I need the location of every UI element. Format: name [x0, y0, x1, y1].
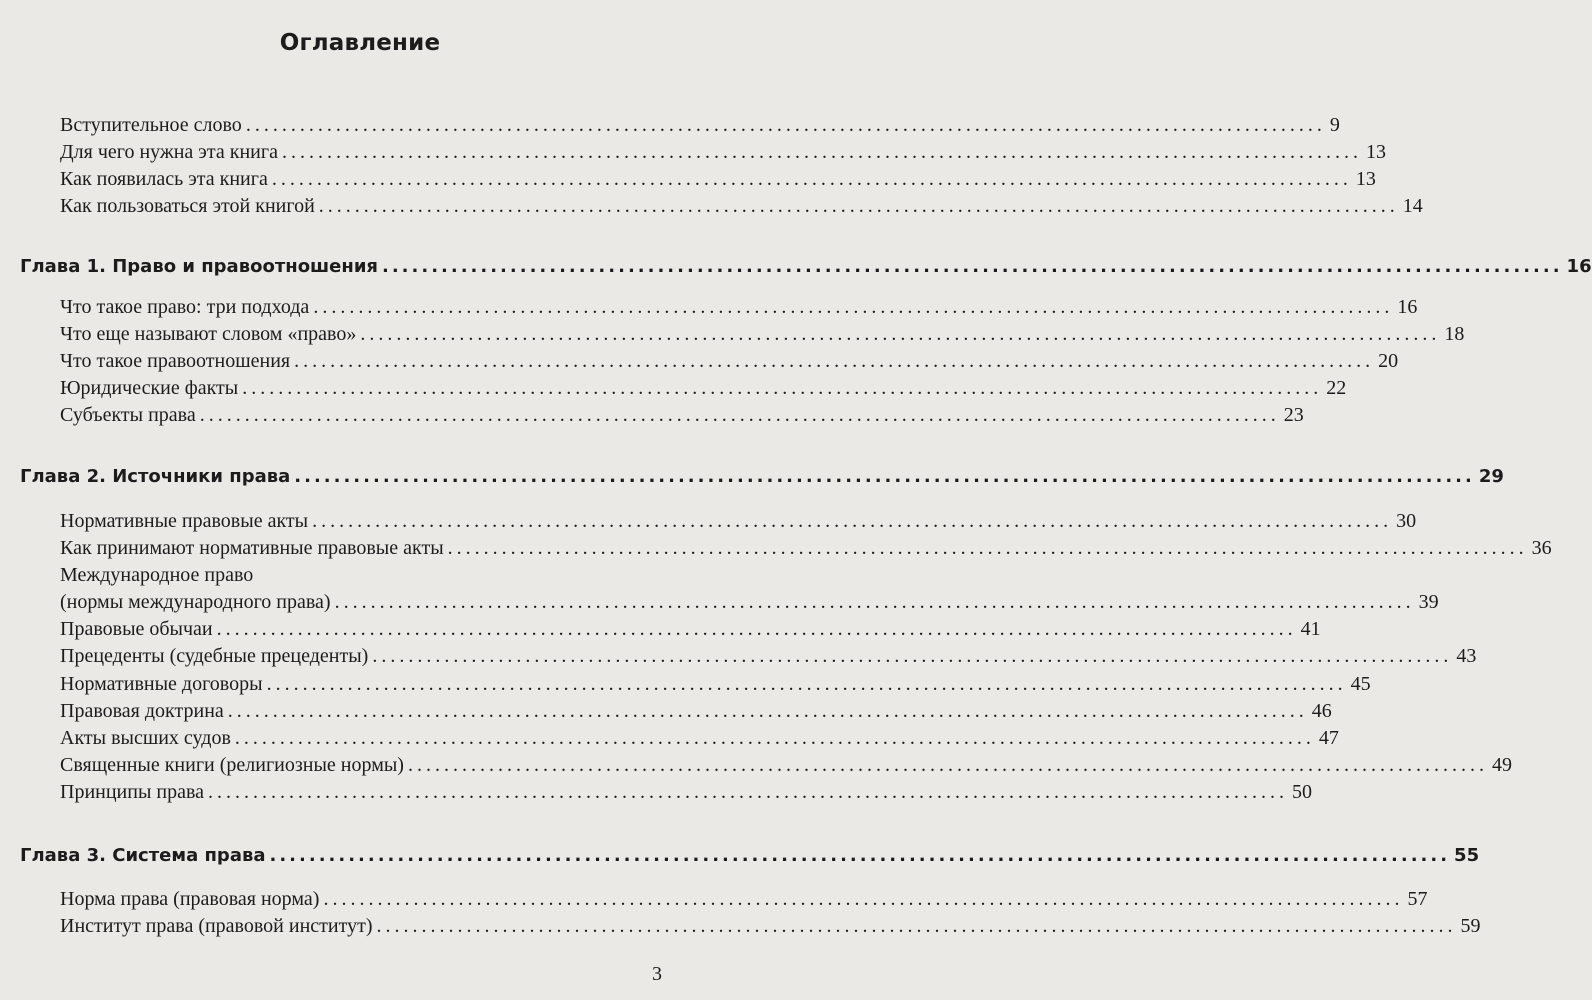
- toc-entry-label: Институт права (правовой институт): [60, 915, 373, 937]
- toc-entry-label: Как появилась эта книга: [60, 168, 268, 190]
- toc-entry-label: Правовые обычаи: [60, 618, 213, 640]
- toc-entry-label: Для чего нужна эта книга: [60, 141, 278, 163]
- dot-leader: ........................................................................................................................: [334, 591, 1415, 613]
- toc-entry: [60, 915, 1481, 938]
- toc-entry-label: Акты высших судов: [60, 727, 231, 749]
- dot-leader: ........................................................................................................................: [208, 781, 1289, 803]
- dot-leader: ........................................................................................................................: [281, 141, 1362, 163]
- toc-entry: [60, 537, 1552, 560]
- toc-entry-label: Священные книги (религиозные нормы): [60, 754, 404, 776]
- toc-entry-label: Правовая доктрина: [60, 700, 224, 722]
- toc-entry: [60, 114, 1340, 137]
- dot-leader: ........................................................................................................................: [245, 114, 1326, 136]
- toc-entry-page: 16: [1397, 296, 1418, 318]
- toc-entry-page: 43: [1456, 645, 1477, 667]
- toc-entry: [60, 168, 1376, 191]
- page-title: Оглавление: [279, 30, 441, 56]
- toc-entry-page: 9: [1329, 114, 1340, 136]
- toc-entry-page: 59: [1460, 915, 1481, 937]
- toc-entry-page: 30: [1396, 510, 1417, 532]
- toc-entry: [60, 510, 1417, 533]
- toc-entry: [60, 591, 1439, 614]
- toc-entry-page: 13: [1365, 141, 1386, 163]
- toc-entry-label: Нормативные правовые акты: [60, 510, 309, 532]
- toc-entry: [60, 296, 1418, 319]
- toc-entry: [60, 754, 1512, 777]
- toc-entry: [60, 195, 1423, 218]
- toc-entry-label: Что еще называют словом «право»: [60, 323, 357, 345]
- dot-leader: ........................................................................................................................: [372, 645, 1453, 667]
- toc-entry: [60, 673, 1371, 696]
- dot-leader: ........................................................................................................................: [266, 673, 1347, 695]
- chapter-title: Глава 1. Право и правоотношения: [20, 256, 378, 277]
- toc-entry-page: 39: [1418, 591, 1439, 613]
- toc-entry-label: Юридические факты: [60, 377, 239, 399]
- dot-leader: ........................................................................................................................: [447, 537, 1528, 559]
- toc-entry: [60, 727, 1339, 750]
- toc-entry: [60, 377, 1347, 400]
- toc-entry-page: 49: [1491, 754, 1512, 776]
- dot-leader: ........................................................................................................................: [216, 618, 1297, 640]
- chapter-title: Глава 2. Источники права: [20, 466, 291, 487]
- toc-entry-page: 14: [1402, 195, 1423, 217]
- dot-leader: ........................................................................................................................: [360, 323, 1441, 345]
- toc-entry-page: 57: [1407, 888, 1428, 910]
- toc-entry: [60, 141, 1386, 164]
- dot-leader: ........................................................................................................................: [227, 700, 1308, 722]
- chapter-page: 29: [1478, 466, 1504, 487]
- toc-chapter-3: [20, 845, 1480, 866]
- toc-entry: [60, 645, 1477, 668]
- dot-leader: ........................................................................................................................: [294, 350, 1375, 372]
- toc-entry-label: Субъекты права: [60, 404, 196, 426]
- dot-leader: ........................................................................................................................: [382, 256, 1563, 277]
- toc-entry: [60, 888, 1428, 911]
- dot-leader: ........................................................................................................................: [199, 404, 1280, 426]
- toc-entry-page: 23: [1283, 404, 1304, 426]
- toc-entry-label: Вступительное слово: [60, 114, 242, 136]
- toc-chapter-2: [20, 466, 1504, 487]
- toc-entry: [60, 323, 1465, 346]
- toc-entry-label: Что такое правоотношения: [60, 350, 291, 372]
- dot-leader: ........................................................................................................................: [242, 377, 1323, 399]
- toc-chapter-1: [20, 256, 1592, 277]
- toc-entry-page: 36: [1531, 537, 1552, 559]
- toc-entry-page: 41: [1300, 618, 1321, 640]
- toc-entry-page: 45: [1350, 673, 1371, 695]
- dot-leader: ........................................................................................................................: [313, 296, 1394, 318]
- dot-leader: ........................................................................................................................: [269, 845, 1451, 866]
- toc-entry-line1: [60, 564, 657, 587]
- toc-entry-label: Что такое право: три подхода: [60, 296, 310, 318]
- dot-leader: ........................................................................................................................: [312, 510, 1393, 532]
- dot-leader: ........................................................................................................................: [234, 727, 1315, 749]
- toc-entry-page: 20: [1378, 350, 1399, 372]
- page-number: 3: [652, 963, 662, 985]
- toc-entry-page: 22: [1326, 377, 1347, 399]
- toc-entry-label: Как пользоваться этой книгой: [60, 195, 315, 217]
- toc-entry-label: Как принимают нормативные правовые акты: [60, 537, 444, 559]
- toc-entry-page: 46: [1311, 700, 1332, 722]
- toc-entry-label: Нормативные договоры: [60, 673, 263, 695]
- dot-leader: ........................................................................................................................: [323, 888, 1404, 910]
- chapter-title: Глава 3. Система права: [20, 845, 266, 866]
- dot-leader: ........................................................................................................................: [376, 915, 1457, 937]
- toc-entry-page: 18: [1444, 323, 1465, 345]
- toc-entry-label: Норма права (правовая норма): [60, 888, 320, 910]
- toc-entry: [60, 618, 1321, 641]
- toc-entry: [60, 700, 1332, 723]
- dot-leader: ........................................................................................................................: [294, 466, 1475, 487]
- toc-entry-label: (нормы международного права): [60, 591, 331, 613]
- chapter-page: 16: [1566, 256, 1592, 277]
- toc-entry-label: Международное право: [60, 564, 254, 586]
- toc-entry-label: Прецеденты (судебные прецеденты): [60, 645, 369, 667]
- toc-entry-page: 50: [1292, 781, 1313, 803]
- toc-entry: [60, 404, 1304, 427]
- chapter-page: 55: [1454, 845, 1480, 866]
- dot-leader: ........................................................................................................................: [318, 195, 1399, 217]
- toc-entry: [60, 781, 1313, 804]
- toc-entry: [60, 350, 1399, 373]
- toc-entry-page: 13: [1355, 168, 1376, 190]
- toc-entry-label: Принципы права: [60, 781, 205, 803]
- dot-leader: ........................................................................................................................: [271, 168, 1352, 190]
- dot-leader: ........................................................................................................................: [407, 754, 1488, 776]
- toc-entry-page: 47: [1318, 727, 1339, 749]
